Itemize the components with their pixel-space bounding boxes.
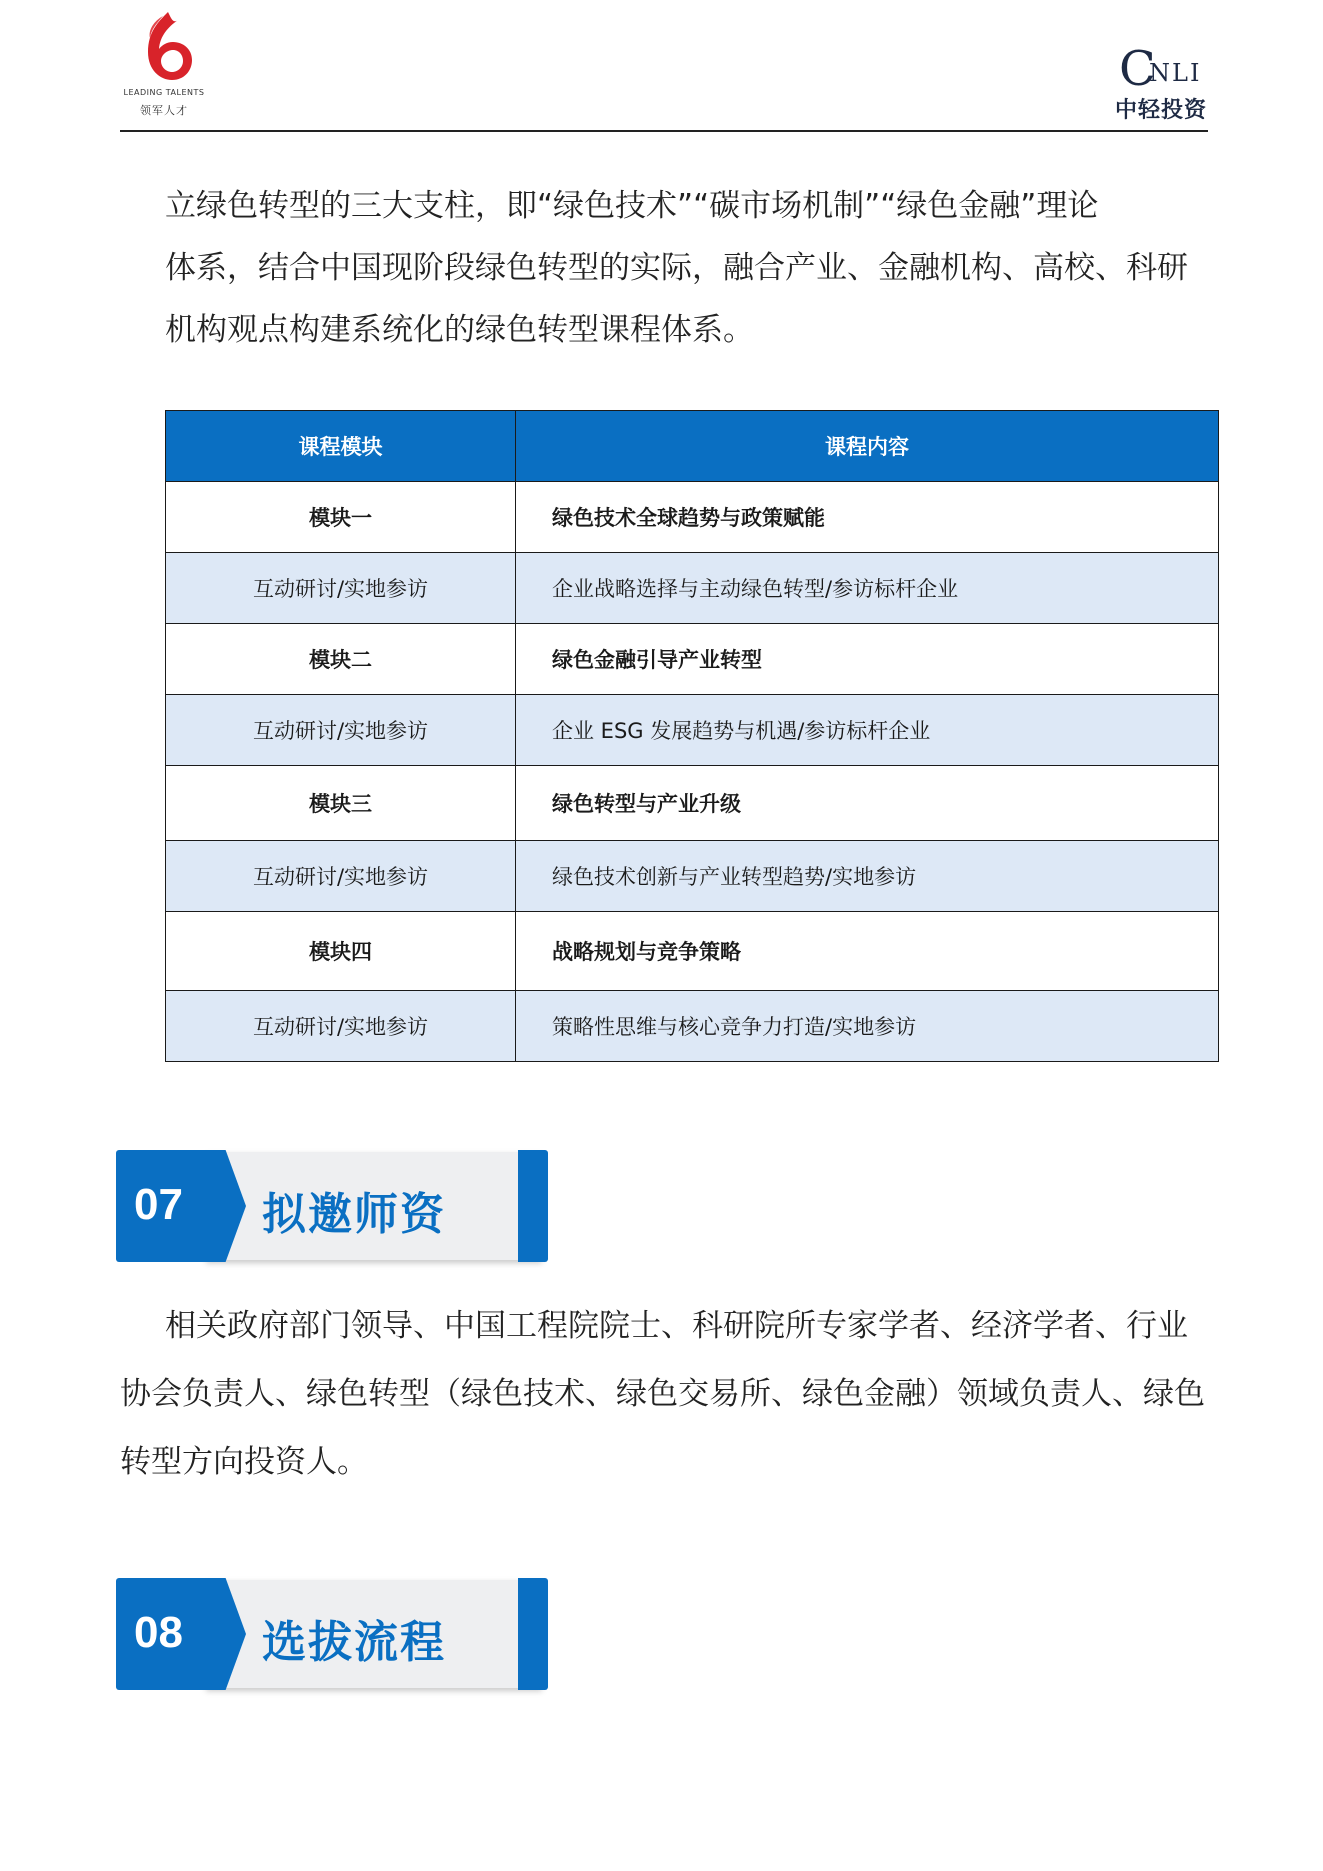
table-header-row	[166, 411, 1219, 482]
banner-right-accent	[518, 1150, 548, 1262]
module-cell: 互动研讨/实地参访	[166, 841, 516, 912]
module-cell: 互动研讨/实地参访	[166, 553, 516, 624]
section-07-banner	[116, 1150, 548, 1262]
module-cell: 互动研讨/实地参访	[166, 991, 516, 1062]
header-divider	[120, 130, 1208, 132]
content-cell: 绿色金融引导产业转型	[516, 624, 1219, 695]
table-row	[166, 553, 1219, 624]
leading-talents-logo	[118, 8, 210, 118]
section-08-banner	[116, 1578, 548, 1690]
header-course-content: 课程内容	[516, 411, 1219, 482]
intro-paragraph-line-3: 机构观点构建系统化的绿色转型课程体系。	[165, 312, 754, 348]
table-row	[166, 912, 1219, 991]
cnli-logo	[1113, 41, 1213, 123]
content-cell: 绿色转型与产业升级	[516, 766, 1219, 841]
content-cell: 绿色技术全球趋势与政策赋能	[516, 482, 1219, 553]
module-cell: 模块一	[166, 482, 516, 553]
table-row	[166, 624, 1219, 695]
faculty-paragraph-line-3: 转型方向投资人。	[120, 1444, 368, 1480]
content-cell: 战略规划与竞争策略	[516, 912, 1219, 991]
intro-paragraph-line-2: 体系，结合中国现阶段绿色转型的实际，融合产业、金融机构、高校、科研	[165, 250, 1188, 286]
module-cell: 模块四	[166, 912, 516, 991]
table-row	[166, 482, 1219, 553]
section-title: 选拔流程	[262, 1617, 446, 1668]
content-cell: 策略性思维与核心竞争力打造/实地参访	[516, 991, 1219, 1062]
banner-right-accent	[518, 1578, 548, 1690]
content-cell: 绿色技术创新与产业转型趋势/实地参访	[516, 841, 1219, 912]
content-cell: 企业 ESG 发展趋势与机遇/参访标杆企业	[516, 695, 1219, 766]
logo-english-text: LEADING TALENTS	[123, 88, 205, 97]
table-row	[166, 695, 1219, 766]
header-course-module: 课程模块	[166, 411, 516, 482]
cnli-chinese-name: 中轻投资	[1115, 98, 1208, 123]
section-title: 拟邀师资	[262, 1189, 446, 1240]
table-row	[166, 991, 1219, 1062]
cnli-mark-nli: NLI	[1149, 59, 1202, 87]
table-row	[166, 841, 1219, 912]
faculty-paragraph-line-1: 相关政府部门领导、中国工程院院士、科研院所专家学者、经济学者、行业	[165, 1308, 1188, 1344]
flame-six-logo-icon	[118, 8, 210, 88]
course-table	[165, 410, 1219, 1062]
section-number: 07	[134, 1180, 183, 1229]
module-cell: 模块三	[166, 766, 516, 841]
cnli-mark-c: C	[1119, 41, 1156, 97]
intro-paragraph-line-1: 立绿色转型的三大支柱，即“绿色技术”“碳市场机制”“绿色金融”理论	[165, 188, 1099, 224]
faculty-paragraph-line-2: 协会负责人、绿色转型（绿色技术、绿色交易所、绿色金融）领域负责人、绿色	[120, 1376, 1205, 1412]
module-cell: 模块二	[166, 624, 516, 695]
table-row	[166, 766, 1219, 841]
section-number: 08	[134, 1608, 183, 1657]
logo-chinese-text: 领军人才	[140, 104, 188, 117]
module-cell: 互动研讨/实地参访	[166, 695, 516, 766]
content-cell: 企业战略选择与主动绿色转型/参访标杆企业	[516, 553, 1219, 624]
cnli-mark	[1119, 41, 1202, 97]
